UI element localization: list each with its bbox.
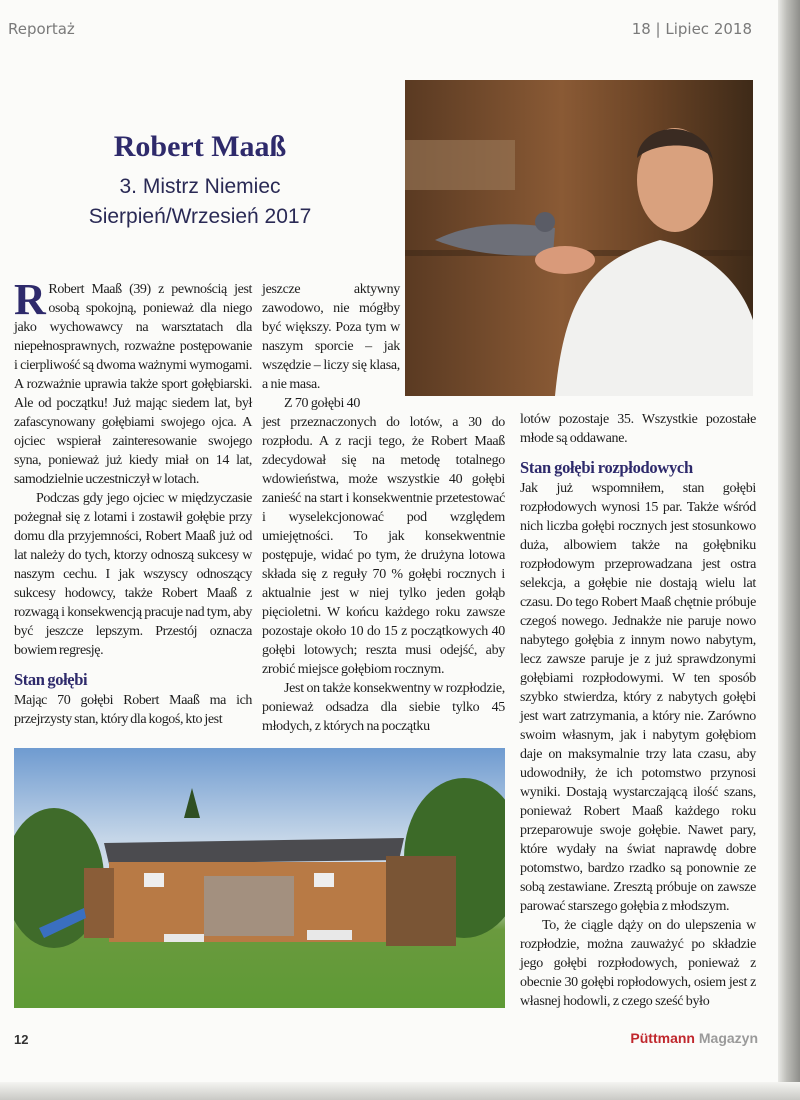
scan-edge [778,0,800,1100]
issue-label: 18 | Lipiec 2018 [631,20,752,38]
paragraph: jeszcze aktywny zawodowo, nie mógłby być większy. Poza tym w naszym sporcie – jak wszędzie – liczy się klasa, a nie masa. [262,282,400,392]
paragraph: Jest on także konsekwentny w rozpłodzie, ponieważ odsadza dla siebie tylko 45 młodych, z których na początku [262,681,505,734]
article-date: Sierpień/Wrzesień 2017 [88,205,312,228]
paragraph: Z 70 gołębi 40 [284,396,361,411]
paragraph: Robert Maaß (39) z pewnością jest osobą spokojną, ponieważ dla niego jako wychowawcy na warsztatach dla niepełnosprawnych, rozważne postępowanie i cierpliwość są dwoma ważnymi wymogami. A rozważnie uprawia także sport gołębiarski. Ale od początku! Już mając siedem lat, był zafascynowany gołębiami swojego ojca. A ojciec wspierał zainteresowanie swojego syna, ponieważ już kiedy miał on 14 lat, samodzielnie uczestniczył w lotach. [14,282,252,487]
paragraph: Mając 70 gołębi Robert Maaß ma ich przejrzysty stan, który dla kogoś, kto jest [14,693,252,727]
drop-cap: R [14,275,46,324]
brand-name: Püttmann [630,1030,695,1046]
section-heading: Stan gołębi rozpłodowych [520,458,693,477]
paragraph: Jak już wspomniłem, stan gołębi rozpłodowych wynosi 15 par. Także wśród nich liczba gołębi rocznych jest stosunkowo duża, albowiem także na gołębniku rozpłodowym przeprowadzana jest ostra selekcja, a gołębie nie dostają wielu lat czasu. Do tego Robert Maaß chętnie próbuje czegoś nowego. Jednakże nie paruje nowo nabytego gołębia z innym nowo nabytym, lecz zawsze paruje je z już sprawdzonymi gołębiami rozpłodowymi. W ten sposób szybko stwierdza, który z nabytych gołębi jest wart zatrzymania, a który nie. Zarówno swoim własnym, jak i nabytym gołębiom daje on maksymalnie trzy lata czasu, aby udowodniły, że ich potomstwo przynosi wyniki. Dostają wystarczającą ilość szans, ponieważ Robert Maaß każdego roku przeparowuje swoje gołębie. Nawet pary, które wydały na świat naprawdę dobre potomstwo, bardzo rzadko są ponownie ze sobą zestawiane. Zresztą próbuje on zawsze parować starszego gołębia z młodszym. [520,481,756,914]
loft-illustration [14,748,505,1008]
column-3 [520,410,756,1011]
article-title: Robert Maaß [113,130,287,163]
paragraph: Podczas gdy jego ojciec w międzyczasie pożegnał się z lotami i zostawił gołębie przy domu dla przyjemności, Robert Maaß już od lat należy do tych, ktorzy odnoszą sukcesy w naszym cechu. I jak wszyscy odnoszący sukcesy hodowcy, także Robert Maaß z rozwagą i konsekwencją pracuje nad tym, aby być jeszcze lepszym. Przestój oznacza bowiem regresję. [14,491,252,658]
magazine-logo [630,1030,758,1046]
pigeon-loft-photo [14,748,505,1008]
page-number: 12 [14,1032,29,1047]
column-1 [14,275,252,729]
article-subtitle: 3. Mistrz Niemiec [119,175,281,198]
section-heading: Stan gołębi [14,670,88,689]
column-2 [262,280,505,736]
section-label: Reportaż [8,20,75,38]
paragraph: To, że ciągle dąży on do ulepszenia w rozpłodzie, można zauważyć po składzie jego gołębi rozpłodowych, ponieważ z obecnie 30 gołębi ropłodowych, osiem jest z własnej hodowli, z czego sześć było [520,918,756,1009]
paragraph: jest przeznaczonych do lotów, a 30 do rozpłodu. A z racji tego, że Robert Maaß zdecydował się na metodę totalnego wdowieństwa, może wszystkie 40 gołębi zanieść na start i konsekwentnie przetestować i wyselekcjonować pod względem umiejętności. To jak konsekwentnie postępuje, widać po tym, że drużyna lotowa składa się z reguły 70 % gołębi rocznych i aktualnie jest w niej tylko jeden gołąb pięcioletni. W końcu każdego roku zawsze pozostaje około 10 do 15 z początkowych 40 gołębi lotowych; reszta musi odejść, aby zrobić miejsce gołębiom rocznym. [262,415,505,677]
photo-spacer [400,280,505,398]
paragraph: lotów pozostaje 35. Wszystkie pozostałe młode są oddawane. [520,412,756,446]
scan-bottom-edge [0,1082,800,1100]
brand-magazine: Magazyn [698,1030,758,1046]
